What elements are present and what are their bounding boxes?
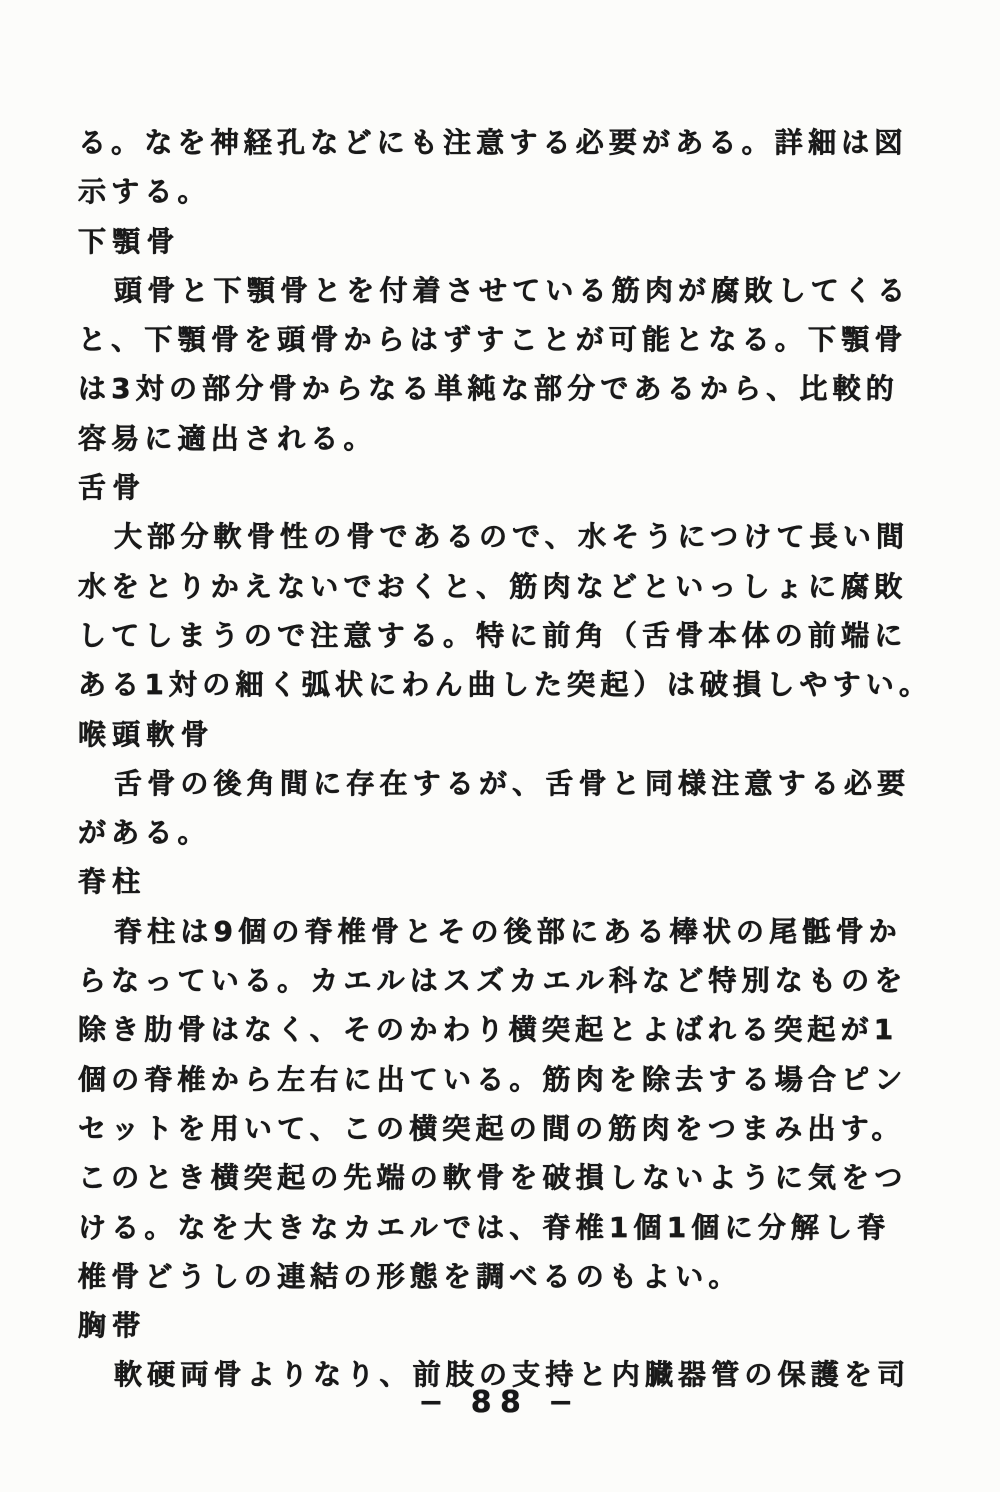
text-line: 頭骨と下顎骨とを付着させている筋肉が腐敗してくる xyxy=(114,273,911,307)
text-line: 水をとりかえないでおくと、筋肉などといっしょに腐敗 xyxy=(78,569,908,603)
text-line: 脊柱は9個の脊椎骨とその後部にある棒状の尾骶骨か xyxy=(114,914,902,948)
text-line: は3対の部分骨からなる単純な部分であるから、比較的 xyxy=(78,372,899,406)
text-line: このとき横突起の先端の軟骨を破損しないように気をつ xyxy=(78,1161,908,1195)
page-number: − 88 − xyxy=(418,1385,582,1420)
text-line: 個の脊椎から左右に出ている。筋肉を除去する場合ピン xyxy=(78,1062,908,1096)
text-line: 舌骨の後角間に存在するが、舌骨と同様注意する必要 xyxy=(114,766,911,800)
text-line: 大部分軟骨性の骨であるので、水そうにつけて長い間 xyxy=(114,520,910,554)
section-heading-spinal-column: 脊柱 xyxy=(78,865,147,899)
text-line: 軟硬両骨よりなり、前肢の支持と内臓器管の保護を司 xyxy=(114,1358,911,1392)
document-text-block xyxy=(78,118,950,1400)
text-line: ける。なを大きなカエルでは、脊椎1個1個に分解し脊 xyxy=(78,1210,891,1244)
section-heading-laryngeal-cartilage: 喉頭軟骨 xyxy=(78,717,215,751)
text-line: 除き肋骨はなく、そのかわり横突起とよばれる突起が1 xyxy=(78,1013,899,1047)
text-line: 容易に適出される。 xyxy=(78,421,377,455)
text-line: らなっている。カエルはスズカエル科など特別なものを xyxy=(78,964,908,998)
text-line: る。なを神経孔などにも注意する必要がある。詳細は図 xyxy=(78,126,908,159)
section-heading-lower-jaw-bone: 下顎骨 xyxy=(78,224,181,258)
text-line: がある。 xyxy=(78,816,211,850)
text-line: してしまうので注意する。特に前角（舌骨本体の前端に xyxy=(78,618,908,652)
section-heading-hyoid-bone: 舌骨 xyxy=(78,471,147,505)
text-line: 示する。 xyxy=(78,175,211,209)
text-line: ある1対の細く弧状にわん曲した突起）は破損しやすい。 xyxy=(78,668,933,702)
text-line: と、下顎骨を頭骨からはずすことが可能となる。下顎骨 xyxy=(78,323,908,357)
text-line: セットを用いて、この横突起の間の筋肉をつまみ出す。 xyxy=(78,1111,905,1145)
section-heading-pectoral-girdle: 胸帯 xyxy=(78,1309,147,1343)
text-line: 椎骨どうしの連結の形態を調べるのもよい。 xyxy=(78,1259,742,1293)
